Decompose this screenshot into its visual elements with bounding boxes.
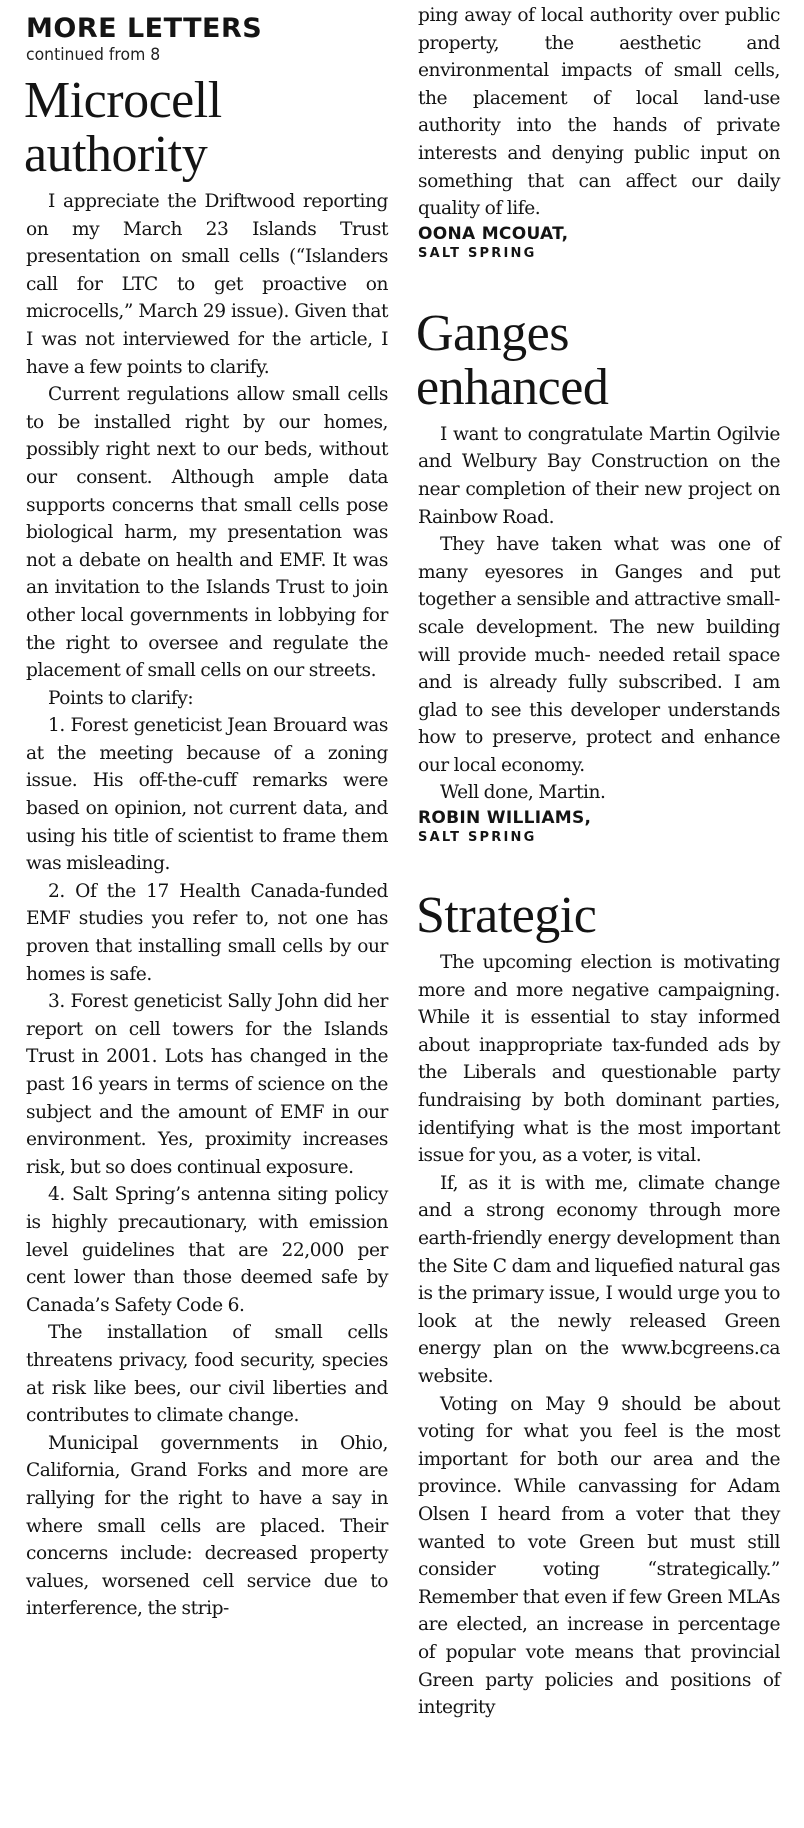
headline-line-2: enhanced bbox=[416, 358, 609, 416]
letter-body-strategic bbox=[418, 949, 780, 1722]
paragraph: 2. Of the 17 Health Canada-funded EMF studies you refer to, not one has proven that installing small cells by our homes is safe. bbox=[26, 880, 388, 985]
signature-place: SALT SPRING bbox=[418, 830, 537, 846]
headline-line-1: Ganges bbox=[416, 304, 569, 362]
spacer bbox=[418, 847, 780, 885]
signature-name: OONA MCOUAT, bbox=[418, 223, 569, 244]
paragraph: 4. Salt Spring’s antenna siting policy is highly precautionary, with emission level guidelines that are 22,000 per cent lower than those deemed safe by Canada’s Safety Code 6. bbox=[26, 1184, 388, 1316]
spacer bbox=[418, 263, 780, 303]
letter-continuation-microcell bbox=[418, 2, 780, 223]
paragraph: The installation of small cells threatens privacy, food security, species at risk like bees, our civil liberties and contributes to climate change. bbox=[26, 1322, 388, 1427]
paragraph: Current regulations allow small cells to be installed right by our homes, possibly right next to our beds, without our consent. Although ample data supports concerns that small cells pose biological harm, my presentation was not a debate on health and EMF. It was an invitation to the Islands Trust to join other local governments in lobbying for the right to oversee and regulate the placement of small cells on our streets. bbox=[26, 384, 388, 682]
paragraph: Points to clarify: bbox=[48, 687, 194, 709]
section-kicker: MORE LETTERS bbox=[26, 13, 263, 44]
paragraph: The upcoming election is motivating more and more negative campaigning. While it is essential to stay informed about inappropriate tax-funded ads by the Liberals and questionable party fundraising by both dominant parties, identifying what is the most important issue for you, as a voter, is vital. bbox=[418, 952, 780, 1167]
paragraph: Municipal governments in Ohio, California, Grand Forks and more are rallying for the right to have a say in where small cells are placed. Their concerns include: decreased property values, worsened cell service due to interference, the strip- bbox=[26, 1432, 388, 1620]
paragraph: They have taken what was one of many eyesores in Ganges and put together a sensible and attractive small-scale development. The new building will provide much- needed retail space and is already fully subscribed. I am glad to see this developer understands how to preserve, protect and enhance our local economy. bbox=[418, 534, 780, 776]
signature-place: SALT SPRING bbox=[418, 245, 537, 261]
paragraph: 1. Forest geneticist Jean Brouard was at the meeting because of a zoning issue. His off-the-cuff remarks were based on opinion, not current data, and using his title of scientist to frame them was misleading. bbox=[26, 715, 388, 875]
left-column bbox=[26, 14, 388, 1623]
paragraph: Well done, Martin. bbox=[440, 782, 606, 804]
signature-name: ROBIN WILLIAMS, bbox=[418, 808, 592, 829]
headline-line-1: Microcell bbox=[24, 72, 222, 129]
paragraph: ping away of local authority over public property, the aesthetic and environmental impacts of small cells, the placement of local land-use authority into the hands of private interests and denying public input on something that can affect our daily quality of life. bbox=[418, 5, 780, 220]
right-column bbox=[418, 2, 780, 1722]
headline-strategic: Strategic bbox=[416, 887, 597, 945]
letter-body-microcell bbox=[26, 188, 388, 1623]
paragraph: If, as it is with me, climate change and a strong economy through more earth-friendly energy development than the Site C dam and liquefied natural gas is the primary issue, I would urge you to look at the newly released Green energy plan on the www.bcgreens.ca website. bbox=[418, 1172, 780, 1387]
continued-from-line: continued from 8 bbox=[26, 45, 161, 65]
letter-body-ganges bbox=[418, 421, 780, 807]
paragraph: I appreciate the Driftwood reporting on my March 23 Islands Trust presentation on small cells (“Islanders call for LTC to get proactive on microcells,” March 29 issue). Given that I was not interviewed for the article, I have a few points to clarify. bbox=[26, 191, 388, 378]
headline-line-2: authority bbox=[24, 126, 208, 183]
headline-ganges-enhanced bbox=[416, 304, 780, 416]
headline-microcell-authority bbox=[24, 74, 388, 182]
paragraph: Voting on May 9 should be about voting for what you feel is the most important for both our area and the province. While canvassing for Adam Olsen I heard from a voter that they wanted to vote Green but must still consider voting “strategically.” Remember that even if few Green MLAs are elected, an increase in percentage of popular vote means that provincial Green party policies and positions of integrity bbox=[418, 1393, 780, 1719]
paragraph: I want to congratulate Martin Ogilvie and Welbury Bay Construction on the near completion of their new project on Rainbow Road. bbox=[418, 423, 780, 528]
paragraph: 3. Forest geneticist Sally John did her report on cell towers for the Islands Trust in 2001. Lots has changed in the past 16 years in terms of science on the subject and the amount of EMF in our environment. Yes, proximity increases risk, but so does continual exposure. bbox=[26, 991, 388, 1178]
